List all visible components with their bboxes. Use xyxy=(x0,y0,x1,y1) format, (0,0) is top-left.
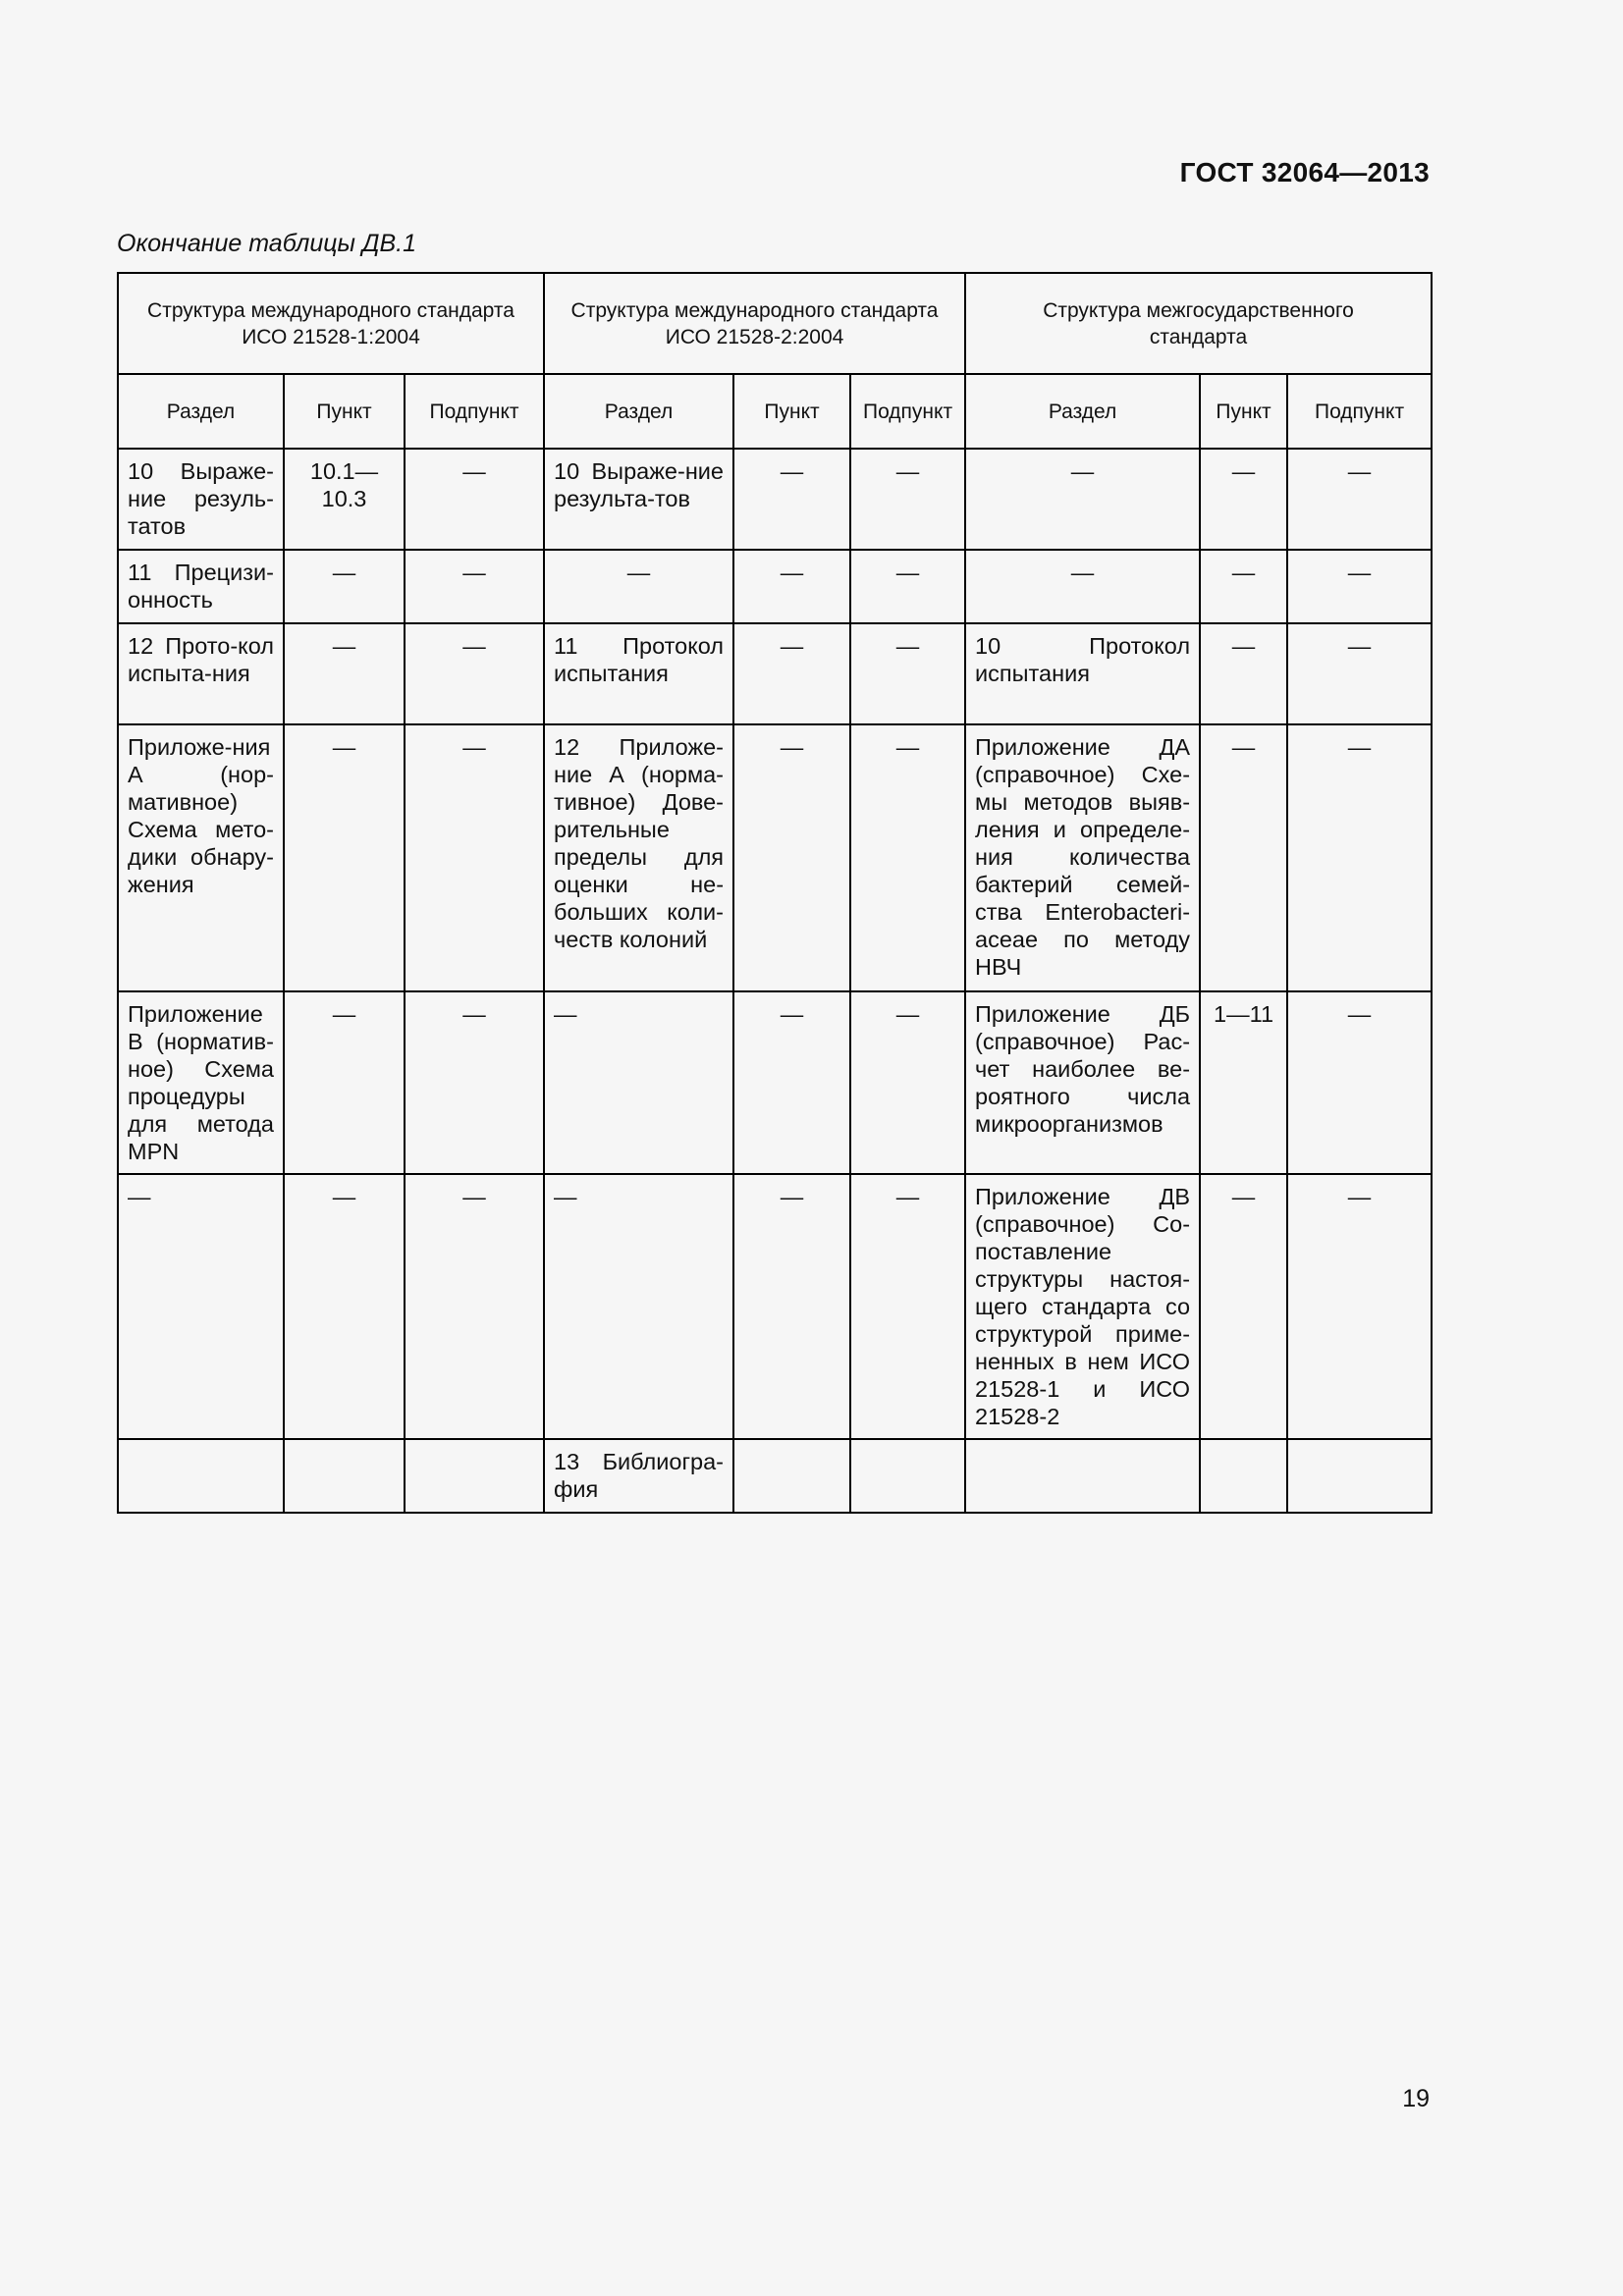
table-cell: — xyxy=(1200,1174,1287,1439)
table-cell xyxy=(284,1439,405,1513)
column-header: Подпункт xyxy=(1287,374,1432,449)
table-cell: — xyxy=(733,991,850,1174)
column-header: Пункт xyxy=(733,374,850,449)
table-cell: — xyxy=(733,550,850,623)
table-cell: — xyxy=(1287,991,1432,1174)
table-cell: — xyxy=(1287,724,1432,991)
column-header: Раздел xyxy=(544,374,733,449)
table-cell: — xyxy=(850,623,965,724)
table-row xyxy=(118,724,1432,991)
table-cell: — xyxy=(544,1174,733,1439)
table-cell: — xyxy=(850,991,965,1174)
table-row xyxy=(118,623,1432,724)
table-cell: 12 Приложе-ние А (норма-тивное) Дове-рительные пределы для оценки не-больших коли-честв колоний xyxy=(544,724,733,991)
page-number: 19 xyxy=(1402,2085,1430,2112)
table-cell: — xyxy=(850,1174,965,1439)
table-cell: — xyxy=(1200,724,1287,991)
table-row xyxy=(118,449,1432,550)
table-cell: 11 Прецизи-онность xyxy=(118,550,284,623)
column-header: Пункт xyxy=(284,374,405,449)
table-cell: 12 Прото-кол испыта-ния xyxy=(118,623,284,724)
table-caption: Окончание таблицы ДВ.1 xyxy=(117,230,416,257)
table-cell xyxy=(405,1439,544,1513)
column-header: Подпункт xyxy=(405,374,544,449)
comparison-table xyxy=(117,272,1433,1514)
table-row xyxy=(118,1439,1432,1513)
table-cell: — xyxy=(118,1174,284,1439)
table-cell xyxy=(1200,1439,1287,1513)
table-cell: Приложение ДБ (справочное) Рас-чет наиболее ве-роятного числа микроорганизмов xyxy=(965,991,1200,1174)
table-cell: — xyxy=(1200,550,1287,623)
table-cell: — xyxy=(733,724,850,991)
table-cell xyxy=(733,1439,850,1513)
table-cell: — xyxy=(1287,623,1432,724)
table-cell: 13 Библиогра-фия xyxy=(544,1439,733,1513)
table-cell: — xyxy=(284,550,405,623)
table-cell xyxy=(1287,1439,1432,1513)
table-cell: 10 Выраже-ние результа-тов xyxy=(544,449,733,550)
table-cell: Приложе-ния А (нор-мативное) Схема мето-дики обнару-жения xyxy=(118,724,284,991)
group-header-iso-21528-2: Структура международного стандарта ИСО 21528-2:2004 xyxy=(544,273,965,374)
table-cell: 1—11 xyxy=(1200,991,1287,1174)
table-cell: — xyxy=(405,623,544,724)
column-header: Раздел xyxy=(118,374,284,449)
table-cell: — xyxy=(284,991,405,1174)
table-cell: 11 Протокол испытания xyxy=(544,623,733,724)
table-cell: — xyxy=(850,550,965,623)
table-cell: — xyxy=(1287,550,1432,623)
group-header-iso-21528-1: Структура международного стандарта ИСО 21528-1:2004 xyxy=(118,273,544,374)
table-cell: 10 Протокол испытания xyxy=(965,623,1200,724)
table-row xyxy=(118,991,1432,1174)
group-header-row xyxy=(118,273,1432,374)
table-cell: — xyxy=(850,724,965,991)
table-cell: — xyxy=(1200,449,1287,550)
table-cell: — xyxy=(965,550,1200,623)
table-cell xyxy=(850,1439,965,1513)
column-header: Подпункт xyxy=(850,374,965,449)
table-cell xyxy=(965,1439,1200,1513)
column-header-row xyxy=(118,374,1432,449)
table-cell: 10 Выраже-ние резуль-татов xyxy=(118,449,284,550)
document-designation: ГОСТ 32064—2013 xyxy=(1179,157,1430,187)
group-header-interstate: Структура межгосударственного стандарта xyxy=(965,273,1432,374)
table-cell: — xyxy=(284,623,405,724)
table-row xyxy=(118,550,1432,623)
table-cell: — xyxy=(284,1174,405,1439)
table-row xyxy=(118,1174,1432,1439)
table-cell: — xyxy=(1287,449,1432,550)
table-cell: — xyxy=(733,449,850,550)
column-header: Пункт xyxy=(1200,374,1287,449)
table-cell: — xyxy=(544,991,733,1174)
column-header: Раздел xyxy=(965,374,1200,449)
table-cell xyxy=(118,1439,284,1513)
table-cell: — xyxy=(405,449,544,550)
table-cell: — xyxy=(544,550,733,623)
table-cell: — xyxy=(965,449,1200,550)
table-cell: — xyxy=(405,724,544,991)
table-cell: — xyxy=(405,991,544,1174)
table-cell: Приложение ДВ (справочное) Со-поставление структуры настоя-щего стандарта со структурой приме-ненных в нем ИСО 21528-1 и ИСО 21528-2 xyxy=(965,1174,1200,1439)
table-cell: — xyxy=(850,449,965,550)
table-cell: — xyxy=(405,550,544,623)
table-cell: 10.1—10.3 xyxy=(284,449,405,550)
table-cell: — xyxy=(1287,1174,1432,1439)
table-cell: — xyxy=(733,1174,850,1439)
table-cell: Приложение В (норматив-ное) Схема процедуры для метода MPN xyxy=(118,991,284,1174)
table-cell: — xyxy=(733,623,850,724)
table-cell: — xyxy=(1200,623,1287,724)
table-cell: Приложение ДА (справочное) Схе-мы методов выяв-ления и определе-ния количества бактерий семей-ства Enterobacteri-aceae по методу НВЧ xyxy=(965,724,1200,991)
table-cell: — xyxy=(284,724,405,991)
table-cell: — xyxy=(405,1174,544,1439)
